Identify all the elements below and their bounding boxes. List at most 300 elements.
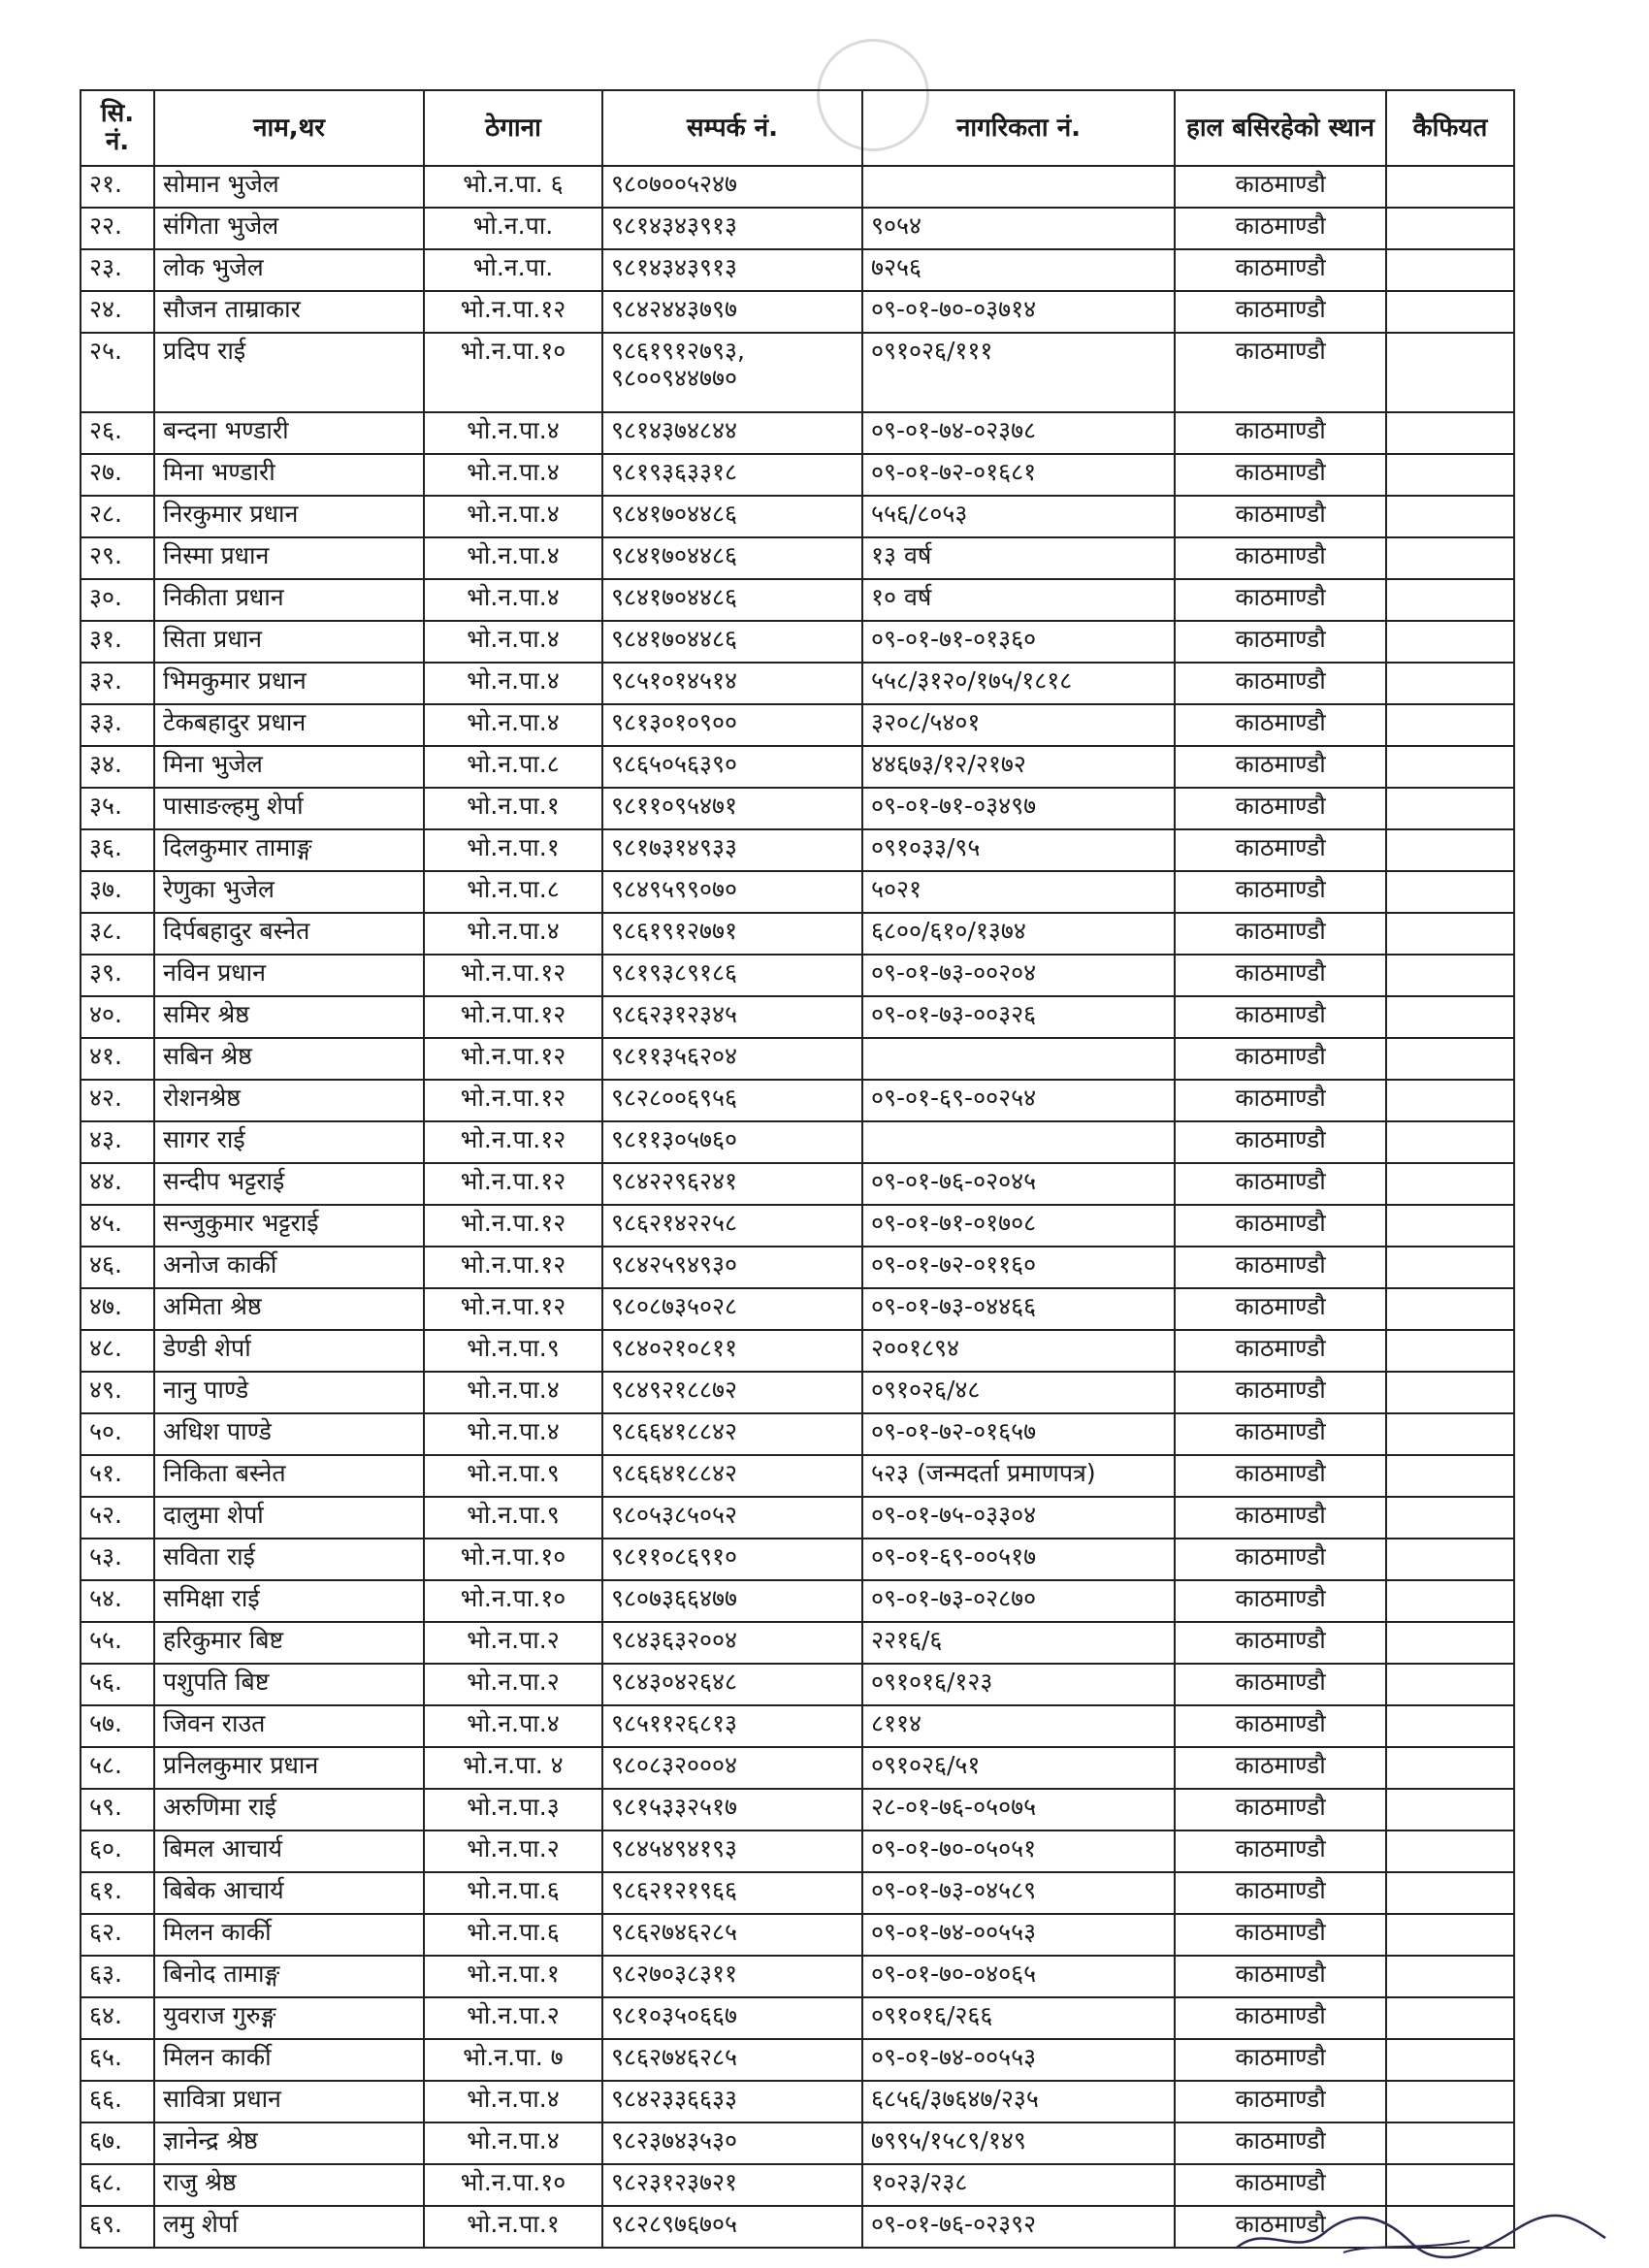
cell-current-location: काठमाण्डौ [1175, 2122, 1386, 2164]
cell-citizenship: ०९-०१-७३-०४४६६ [862, 1288, 1175, 1330]
cell-address: भो.न.पा.१ [424, 829, 602, 871]
cell-serial: २७. [81, 454, 154, 496]
cell-citizenship: ०९-०१-७२-०१६५७ [862, 1413, 1175, 1455]
cell-address: भो.न.पा.२ [424, 1664, 602, 1705]
cell-contact: ९८०७००५२४७ [602, 166, 862, 208]
cell-name: नविन प्रधान [154, 955, 424, 996]
table-row [81, 1914, 1514, 1956]
cell-remarks [1386, 1580, 1514, 1622]
cell-name: समिक्षा राई [154, 1580, 424, 1622]
cell-remarks [1386, 1539, 1514, 1580]
cell-current-location: काठमाण्डौ [1175, 1622, 1386, 1664]
cell-address: भो.न.पा. ७ [424, 2039, 602, 2081]
cell-address: भो.न.पा.१२ [424, 1080, 602, 1121]
cell-address: भो.न.पा.१२ [424, 291, 602, 333]
cell-contact: ९८११०८६९१० [602, 1539, 862, 1580]
cell-serial: ५९. [81, 1789, 154, 1831]
cell-name: रेणुका भुजेल [154, 871, 424, 913]
table-row [81, 1539, 1514, 1580]
table-row [81, 913, 1514, 955]
cell-address: भो.न.पा.१२ [424, 1121, 602, 1163]
cell-current-location: काठमाण्डौ [1175, 2206, 1386, 2248]
cell-address: भो.न.पा. ४ [424, 1747, 602, 1789]
cell-contact: ९८२३७४३५३० [602, 2122, 862, 2164]
cell-name: अमिता श्रेष्ठ [154, 1288, 424, 1330]
cell-address: भो.न.पा.४ [424, 1705, 602, 1747]
cell-remarks [1386, 913, 1514, 955]
cell-current-location: काठमाण्डौ [1175, 1997, 1386, 2039]
table-row [81, 291, 1514, 333]
cell-current-location: काठमाण्डौ [1175, 1747, 1386, 1789]
cell-contact: ९८२८००६९५६ [602, 1080, 862, 1121]
cell-serial: ६४. [81, 1997, 154, 2039]
cell-address: भो.न.पा.१२ [424, 1247, 602, 1288]
cell-serial: ४६. [81, 1247, 154, 1288]
table-row [81, 454, 1514, 496]
cell-current-location: काठमाण्डौ [1175, 1831, 1386, 1872]
cell-serial: ३९. [81, 955, 154, 996]
cell-address: भो.न.पा. [424, 208, 602, 249]
cell-citizenship: ०९-०१-७६-०२३९२ [862, 2206, 1175, 2248]
cell-name: लोक भुजेल [154, 249, 424, 291]
table-row [81, 996, 1514, 1038]
cell-name: मिना भण्डारी [154, 454, 424, 496]
cell-address: भो.न.पा.१२ [424, 1163, 602, 1205]
cell-remarks [1386, 496, 1514, 537]
cell-serial: ३४. [81, 746, 154, 788]
cell-remarks [1386, 412, 1514, 454]
cell-current-location: काठमाण्डौ [1175, 955, 1386, 996]
cell-address: भो.न.पा.३ [424, 1789, 602, 1831]
cell-name: नानु पाण्डे [154, 1372, 424, 1413]
cell-name: निस्मा प्रधान [154, 537, 424, 579]
cell-current-location: काठमाण्डौ [1175, 829, 1386, 871]
cell-remarks [1386, 333, 1514, 412]
cell-address: भो.न.पा.४ [424, 537, 602, 579]
cell-serial: ४२. [81, 1080, 154, 1121]
cell-current-location: काठमाण्डौ [1175, 1956, 1386, 1997]
cell-address: भो.न.पा.१२ [424, 955, 602, 996]
cell-name: जिवन राउत [154, 1705, 424, 1747]
table-row [81, 249, 1514, 291]
cell-remarks [1386, 1205, 1514, 1247]
table-row [81, 166, 1514, 208]
table-row [81, 1163, 1514, 1205]
cell-contact: ९८११३५६२०४ [602, 1038, 862, 1080]
cell-current-location: काठमाण्डौ [1175, 1372, 1386, 1413]
cell-contact: ९८६२७४६२८५ [602, 2039, 862, 2081]
cell-name: सौजन ताम्राकार [154, 291, 424, 333]
table-row [81, 1956, 1514, 1997]
cell-current-location: काठमाण्डौ [1175, 1455, 1386, 1497]
table-row [81, 2039, 1514, 2081]
cell-current-location: काठमाण्डौ [1175, 2081, 1386, 2122]
cell-citizenship: ५५८/३१२०/१७५/१८१८ [862, 663, 1175, 704]
cell-contact: ९८११३०५७६० [602, 1121, 862, 1163]
table-row [81, 496, 1514, 537]
cell-remarks [1386, 704, 1514, 746]
cell-address: भो.न.पा.४ [424, 412, 602, 454]
cell-citizenship: २२१६/६ [862, 1622, 1175, 1664]
cell-current-location: काठमाण्डौ [1175, 1872, 1386, 1914]
cell-current-location: काठमाण्डौ [1175, 1330, 1386, 1372]
cell-current-location: काठमाण्डौ [1175, 1038, 1386, 1080]
cell-remarks [1386, 746, 1514, 788]
cell-address: भो.न.पा.२ [424, 1622, 602, 1664]
cell-serial: ६७. [81, 2122, 154, 2164]
cell-remarks [1386, 1789, 1514, 1831]
cell-contact: ९८६२१४२२५८ [602, 1205, 862, 1247]
cell-remarks [1386, 1413, 1514, 1455]
cell-address: भो.न.पा.१० [424, 2164, 602, 2206]
cell-citizenship: ०९-०१-७५-०३३०४ [862, 1497, 1175, 1539]
cell-citizenship: ०९१०१६/१२३ [862, 1664, 1175, 1705]
cell-current-location: काठमाण्डौ [1175, 496, 1386, 537]
cell-current-location: काठमाण्डौ [1175, 1914, 1386, 1956]
cell-name: निकीता प्रधान [154, 579, 424, 621]
cell-current-location: काठमाण्डौ [1175, 537, 1386, 579]
cell-serial: ६१. [81, 1872, 154, 1914]
cell-citizenship: ०९१०१६/२६६ [862, 1997, 1175, 2039]
cell-contact: ९८४२३३६६३३ [602, 2081, 862, 2122]
cell-citizenship: ०९-०१-७३-०४५८९ [862, 1872, 1175, 1914]
cell-contact: ९८५११२६८१३ [602, 1705, 862, 1747]
cell-name: प्रदिप राई [154, 333, 424, 412]
cell-citizenship: ६८००/६१०/१३७४ [862, 913, 1175, 955]
cell-remarks [1386, 2081, 1514, 2122]
cell-remarks [1386, 621, 1514, 663]
cell-serial: ५१. [81, 1455, 154, 1497]
cell-address: भो.न.पा.४ [424, 2081, 602, 2122]
table-row [81, 621, 1514, 663]
cell-serial: ५४. [81, 1580, 154, 1622]
cell-name: अधिश पाण्डे [154, 1413, 424, 1455]
cell-current-location: काठमाण्डौ [1175, 291, 1386, 333]
cell-contact: ९८०८३२०००४ [602, 1747, 862, 1789]
cell-address: भो.न.पा.२ [424, 1997, 602, 2039]
cell-citizenship: ८११४ [862, 1705, 1175, 1747]
header-contact: सम्पर्क नं. [602, 90, 862, 166]
cell-contact: ९८४३६३२००४ [602, 1622, 862, 1664]
cell-current-location: काठमाण्डौ [1175, 663, 1386, 704]
table-row [81, 2164, 1514, 2206]
header-citizenship: नागरिकता नं. [862, 90, 1175, 166]
cell-remarks [1386, 996, 1514, 1038]
cell-remarks [1386, 166, 1514, 208]
cell-citizenship: २००१८९४ [862, 1330, 1175, 1372]
signature-scribble [1227, 2204, 1615, 2262]
cell-current-location: काठमाण्डौ [1175, 454, 1386, 496]
cell-serial: ४०. [81, 996, 154, 1038]
cell-remarks [1386, 454, 1514, 496]
table-row [81, 1705, 1514, 1747]
cell-remarks [1386, 1997, 1514, 2039]
cell-contact: ९८४३०४२६४८ [602, 1664, 862, 1705]
cell-citizenship: ०९-०१-७२-०१६८१ [862, 454, 1175, 496]
cell-citizenship: ०९-०१-६९-००५१७ [862, 1539, 1175, 1580]
cell-remarks [1386, 955, 1514, 996]
cell-address: भो.न.पा.४ [424, 579, 602, 621]
cell-serial: ४१. [81, 1038, 154, 1080]
cell-citizenship: १०२३/२३८ [862, 2164, 1175, 2206]
header-name: नाम,थर [154, 90, 424, 166]
header-current-location: हाल बसिरहेको स्थान [1175, 90, 1386, 166]
cell-current-location: काठमाण्डौ [1175, 1497, 1386, 1539]
cell-address: भो.न.पा.१२ [424, 1288, 602, 1330]
cell-contact: ९८६२१२१९६६ [602, 1872, 862, 1914]
cell-serial: ५५. [81, 1622, 154, 1664]
cell-citizenship: ९०५४ [862, 208, 1175, 249]
cell-serial: २६. [81, 412, 154, 454]
cell-citizenship: ०९१०३३/९५ [862, 829, 1175, 871]
table-row [81, 1747, 1514, 1789]
cell-serial: ६८. [81, 2164, 154, 2206]
cell-contact: ९८२८९७६७०५ [602, 2206, 862, 2248]
cell-citizenship: ०९-०१-७३-००३२६ [862, 996, 1175, 1038]
cell-serial: ४८. [81, 1330, 154, 1372]
cell-name: बिबेक आचार्य [154, 1872, 424, 1914]
cell-contact: ९८४१७०४४८६ [602, 496, 862, 537]
cell-remarks [1386, 1831, 1514, 1872]
cell-serial: २८. [81, 496, 154, 537]
cell-address: भो.न.पा.१ [424, 1956, 602, 1997]
cell-citizenship: ०९-०१-७१-०१३६० [862, 621, 1175, 663]
cell-name: सविता राई [154, 1539, 424, 1580]
cell-citizenship: ०९-०१-६९-००२५४ [862, 1080, 1175, 1121]
table-row [81, 1080, 1514, 1121]
table-row [81, 1038, 1514, 1080]
cell-serial: ३१. [81, 621, 154, 663]
cell-current-location: काठमाण्डौ [1175, 166, 1386, 208]
cell-name: दिर्पबहादुर बस्नेत [154, 913, 424, 955]
cell-name: बन्दना भण्डारी [154, 412, 424, 454]
cell-name: निकिता बस्नेत [154, 1455, 424, 1497]
cell-remarks [1386, 1247, 1514, 1288]
cell-contact: ९८२७०३८३११ [602, 1956, 862, 1997]
cell-address: भो.न.पा. ६ [424, 166, 602, 208]
cell-remarks [1386, 579, 1514, 621]
cell-serial: ४५. [81, 1205, 154, 1247]
roster-table [80, 89, 1515, 2249]
cell-contact: ९८४१७०४४८६ [602, 579, 862, 621]
cell-address: भो.न.पा.९ [424, 1497, 602, 1539]
cell-current-location: काठमाण्डौ [1175, 913, 1386, 955]
cell-address: भो.न.पा.१० [424, 1580, 602, 1622]
cell-name: डेण्डी शेर्पा [154, 1330, 424, 1372]
cell-citizenship: ०९१०२६/५१ [862, 1747, 1175, 1789]
cell-current-location: काठमाण्डौ [1175, 1539, 1386, 1580]
cell-name: रोशनश्रेष्ठ [154, 1080, 424, 1121]
header-remarks: कैफियत [1386, 90, 1514, 166]
table-row [81, 955, 1514, 996]
cell-contact: ९८२३१२३७२१ [602, 2164, 862, 2206]
cell-name: दिलकुमार तामाङ्ग [154, 829, 424, 871]
cell-address: भो.न.पा.१० [424, 1539, 602, 1580]
cell-address: भो.न.पा.८ [424, 871, 602, 913]
cell-citizenship: ०९-०१-७०-०४०६५ [862, 1956, 1175, 1997]
cell-remarks [1386, 1664, 1514, 1705]
table-row [81, 1372, 1514, 1413]
table-body [81, 166, 1514, 2248]
table-row [81, 663, 1514, 704]
cell-contact: ९८०७३६६४७७ [602, 1580, 862, 1622]
cell-serial: २१. [81, 166, 154, 208]
cell-remarks [1386, 291, 1514, 333]
table-row [81, 746, 1514, 788]
cell-remarks [1386, 1705, 1514, 1747]
cell-contact: ९८०८७३५०२८ [602, 1288, 862, 1330]
cell-current-location: काठमाण्डौ [1175, 249, 1386, 291]
cell-address: भो.न.पा.९ [424, 1455, 602, 1497]
cell-address: भो.न.पा.४ [424, 2122, 602, 2164]
cell-contact: ९८१९३६३३१८ [602, 454, 862, 496]
cell-current-location: काठमाण्डौ [1175, 333, 1386, 412]
cell-current-location: काठमाण्डौ [1175, 621, 1386, 663]
cell-contact: ९८४५४९४१९३ [602, 1831, 862, 1872]
cell-remarks [1386, 1622, 1514, 1664]
cell-remarks [1386, 208, 1514, 249]
cell-serial: ५३. [81, 1539, 154, 1580]
table-row [81, 579, 1514, 621]
cell-remarks [1386, 1872, 1514, 1914]
cell-current-location: काठमाण्डौ [1175, 746, 1386, 788]
cell-contact: ९८४२२९६२४१ [602, 1163, 862, 1205]
cell-serial: ४९. [81, 1372, 154, 1413]
cell-address: भो.न.पा.४ [424, 454, 602, 496]
cell-citizenship: ६८५६/३७६४७/२३५ [862, 2081, 1175, 2122]
cell-serial: २५. [81, 333, 154, 412]
table-row [81, 871, 1514, 913]
cell-contact: ९८०५३८५०५२ [602, 1497, 862, 1539]
cell-citizenship: ७२५६ [862, 249, 1175, 291]
cell-address: भो.न.पा.४ [424, 496, 602, 537]
cell-serial: ४४. [81, 1163, 154, 1205]
cell-name: प्रनिलकुमार प्रधान [154, 1747, 424, 1789]
table-row [81, 829, 1514, 871]
cell-name: दालुमा शेर्पा [154, 1497, 424, 1539]
cell-remarks [1386, 1330, 1514, 1372]
cell-name: मिलन कार्की [154, 1914, 424, 1956]
cell-contact: ९८४०२१०८११ [602, 1330, 862, 1372]
cell-current-location: काठमाण्डौ [1175, 996, 1386, 1038]
cell-contact: ९८६२३१२३४५ [602, 996, 862, 1038]
cell-name: हरिकुमार बिष्ट [154, 1622, 424, 1664]
cell-citizenship: ५०२१ [862, 871, 1175, 913]
cell-contact: ९८१४३४३९१३ [602, 249, 862, 291]
cell-citizenship: ०९-०१-७३-०२८७० [862, 1580, 1175, 1622]
cell-name: युवराज गुरुङ्ग [154, 1997, 424, 2039]
cell-citizenship: ०९-०१-७१-०३४९७ [862, 788, 1175, 829]
cell-serial: २२. [81, 208, 154, 249]
cell-current-location: काठमाण्डौ [1175, 208, 1386, 249]
cell-current-location: काठमाण्डौ [1175, 1580, 1386, 1622]
cell-citizenship [862, 166, 1175, 208]
cell-contact: ९८४१७०४४८६ [602, 537, 862, 579]
cell-name: पासाङल्हमु शेर्पा [154, 788, 424, 829]
cell-serial: ३३. [81, 704, 154, 746]
cell-current-location: काठमाण्डौ [1175, 2039, 1386, 2081]
cell-contact: ९८६६४१८८४२ [602, 1455, 862, 1497]
cell-contact: ९८१९३८९१८६ [602, 955, 862, 996]
cell-serial: २४. [81, 291, 154, 333]
cell-contact: ९८६६४१८८४२ [602, 1413, 862, 1455]
cell-serial: ६०. [81, 1831, 154, 1872]
contact-line: ९८००९४४७७० [611, 363, 738, 392]
cell-contact [602, 333, 862, 412]
cell-citizenship: ०९-०१-७१-०१७०८ [862, 1205, 1175, 1247]
cell-name: मिना भुजेल [154, 746, 424, 788]
cell-remarks [1386, 2039, 1514, 2081]
cell-serial: ६३. [81, 1956, 154, 1997]
header-address: ठेगाना [424, 90, 602, 166]
table-row [81, 1997, 1514, 2039]
cell-citizenship: २८-०१-७६-०५०७५ [862, 1789, 1175, 1831]
cell-contact: ९८४२५९४९३० [602, 1247, 862, 1288]
cell-citizenship: १३ वर्ष [862, 537, 1175, 579]
cell-serial: ४७. [81, 1288, 154, 1330]
cell-current-location: काठमाण्डौ [1175, 1664, 1386, 1705]
cell-current-location: काठमाण्डौ [1175, 2164, 1386, 2206]
cell-serial: ३७. [81, 871, 154, 913]
table-row [81, 2122, 1514, 2164]
cell-citizenship: ०९-०१-७२-०११६० [862, 1247, 1175, 1288]
cell-address: भो.न.पा.६ [424, 1872, 602, 1914]
table-row [81, 1205, 1514, 1247]
cell-contact: ९८१३०१०९०० [602, 704, 862, 746]
cell-name: पशुपति बिष्ट [154, 1664, 424, 1705]
cell-citizenship: ५२३ (जन्मदर्ता प्रमाणपत्र) [862, 1455, 1175, 1497]
cell-address: भो.न.पा.१ [424, 788, 602, 829]
cell-serial: ६५. [81, 2039, 154, 2081]
cell-remarks [1386, 1372, 1514, 1413]
cell-address: भो.न.पा.९ [424, 1330, 602, 1372]
cell-remarks [1386, 249, 1514, 291]
cell-remarks [1386, 1080, 1514, 1121]
cell-serial: ५७. [81, 1705, 154, 1747]
table-row [81, 1330, 1514, 1372]
cell-citizenship: १० वर्ष [862, 579, 1175, 621]
cell-name: बिनोद तामाङ्ग [154, 1956, 424, 1997]
cell-name: सिता प्रधान [154, 621, 424, 663]
cell-current-location: काठमाण्डौ [1175, 1163, 1386, 1205]
cell-remarks [1386, 2122, 1514, 2164]
cell-name: समिर श्रेष्ठ [154, 996, 424, 1038]
cell-address: भो.न.पा.४ [424, 1413, 602, 1455]
cell-remarks [1386, 1956, 1514, 1997]
cell-remarks [1386, 1288, 1514, 1330]
cell-citizenship: ०९-०१-७४-०२३७८ [862, 412, 1175, 454]
table-row [81, 1247, 1514, 1288]
cell-address: भो.न.पा.६ [424, 1914, 602, 1956]
cell-current-location: काठमाण्डौ [1175, 1205, 1386, 1247]
cell-current-location: काठमाण्डौ [1175, 1247, 1386, 1288]
cell-name: अनोज कार्की [154, 1247, 424, 1288]
cell-contact: ९८६५०५६३९० [602, 746, 862, 788]
cell-citizenship: ०९-०१-७३-००२०४ [862, 955, 1175, 996]
cell-current-location: काठमाण्डौ [1175, 412, 1386, 454]
cell-name: ज्ञानेन्द्र श्रेष्ठ [154, 2122, 424, 2164]
cell-contact: ९८६१९१२७७१ [602, 913, 862, 955]
cell-name: राजु श्रेष्ठ [154, 2164, 424, 2206]
cell-remarks [1386, 537, 1514, 579]
table-row [81, 1580, 1514, 1622]
cell-current-location: काठमाण्डौ [1175, 1789, 1386, 1831]
cell-serial: २३. [81, 249, 154, 291]
cell-contact: ९८४९५९९०७० [602, 871, 862, 913]
table-row [81, 704, 1514, 746]
cell-address: भो.न.पा.४ [424, 913, 602, 955]
cell-current-location: काठमाण्डौ [1175, 1288, 1386, 1330]
